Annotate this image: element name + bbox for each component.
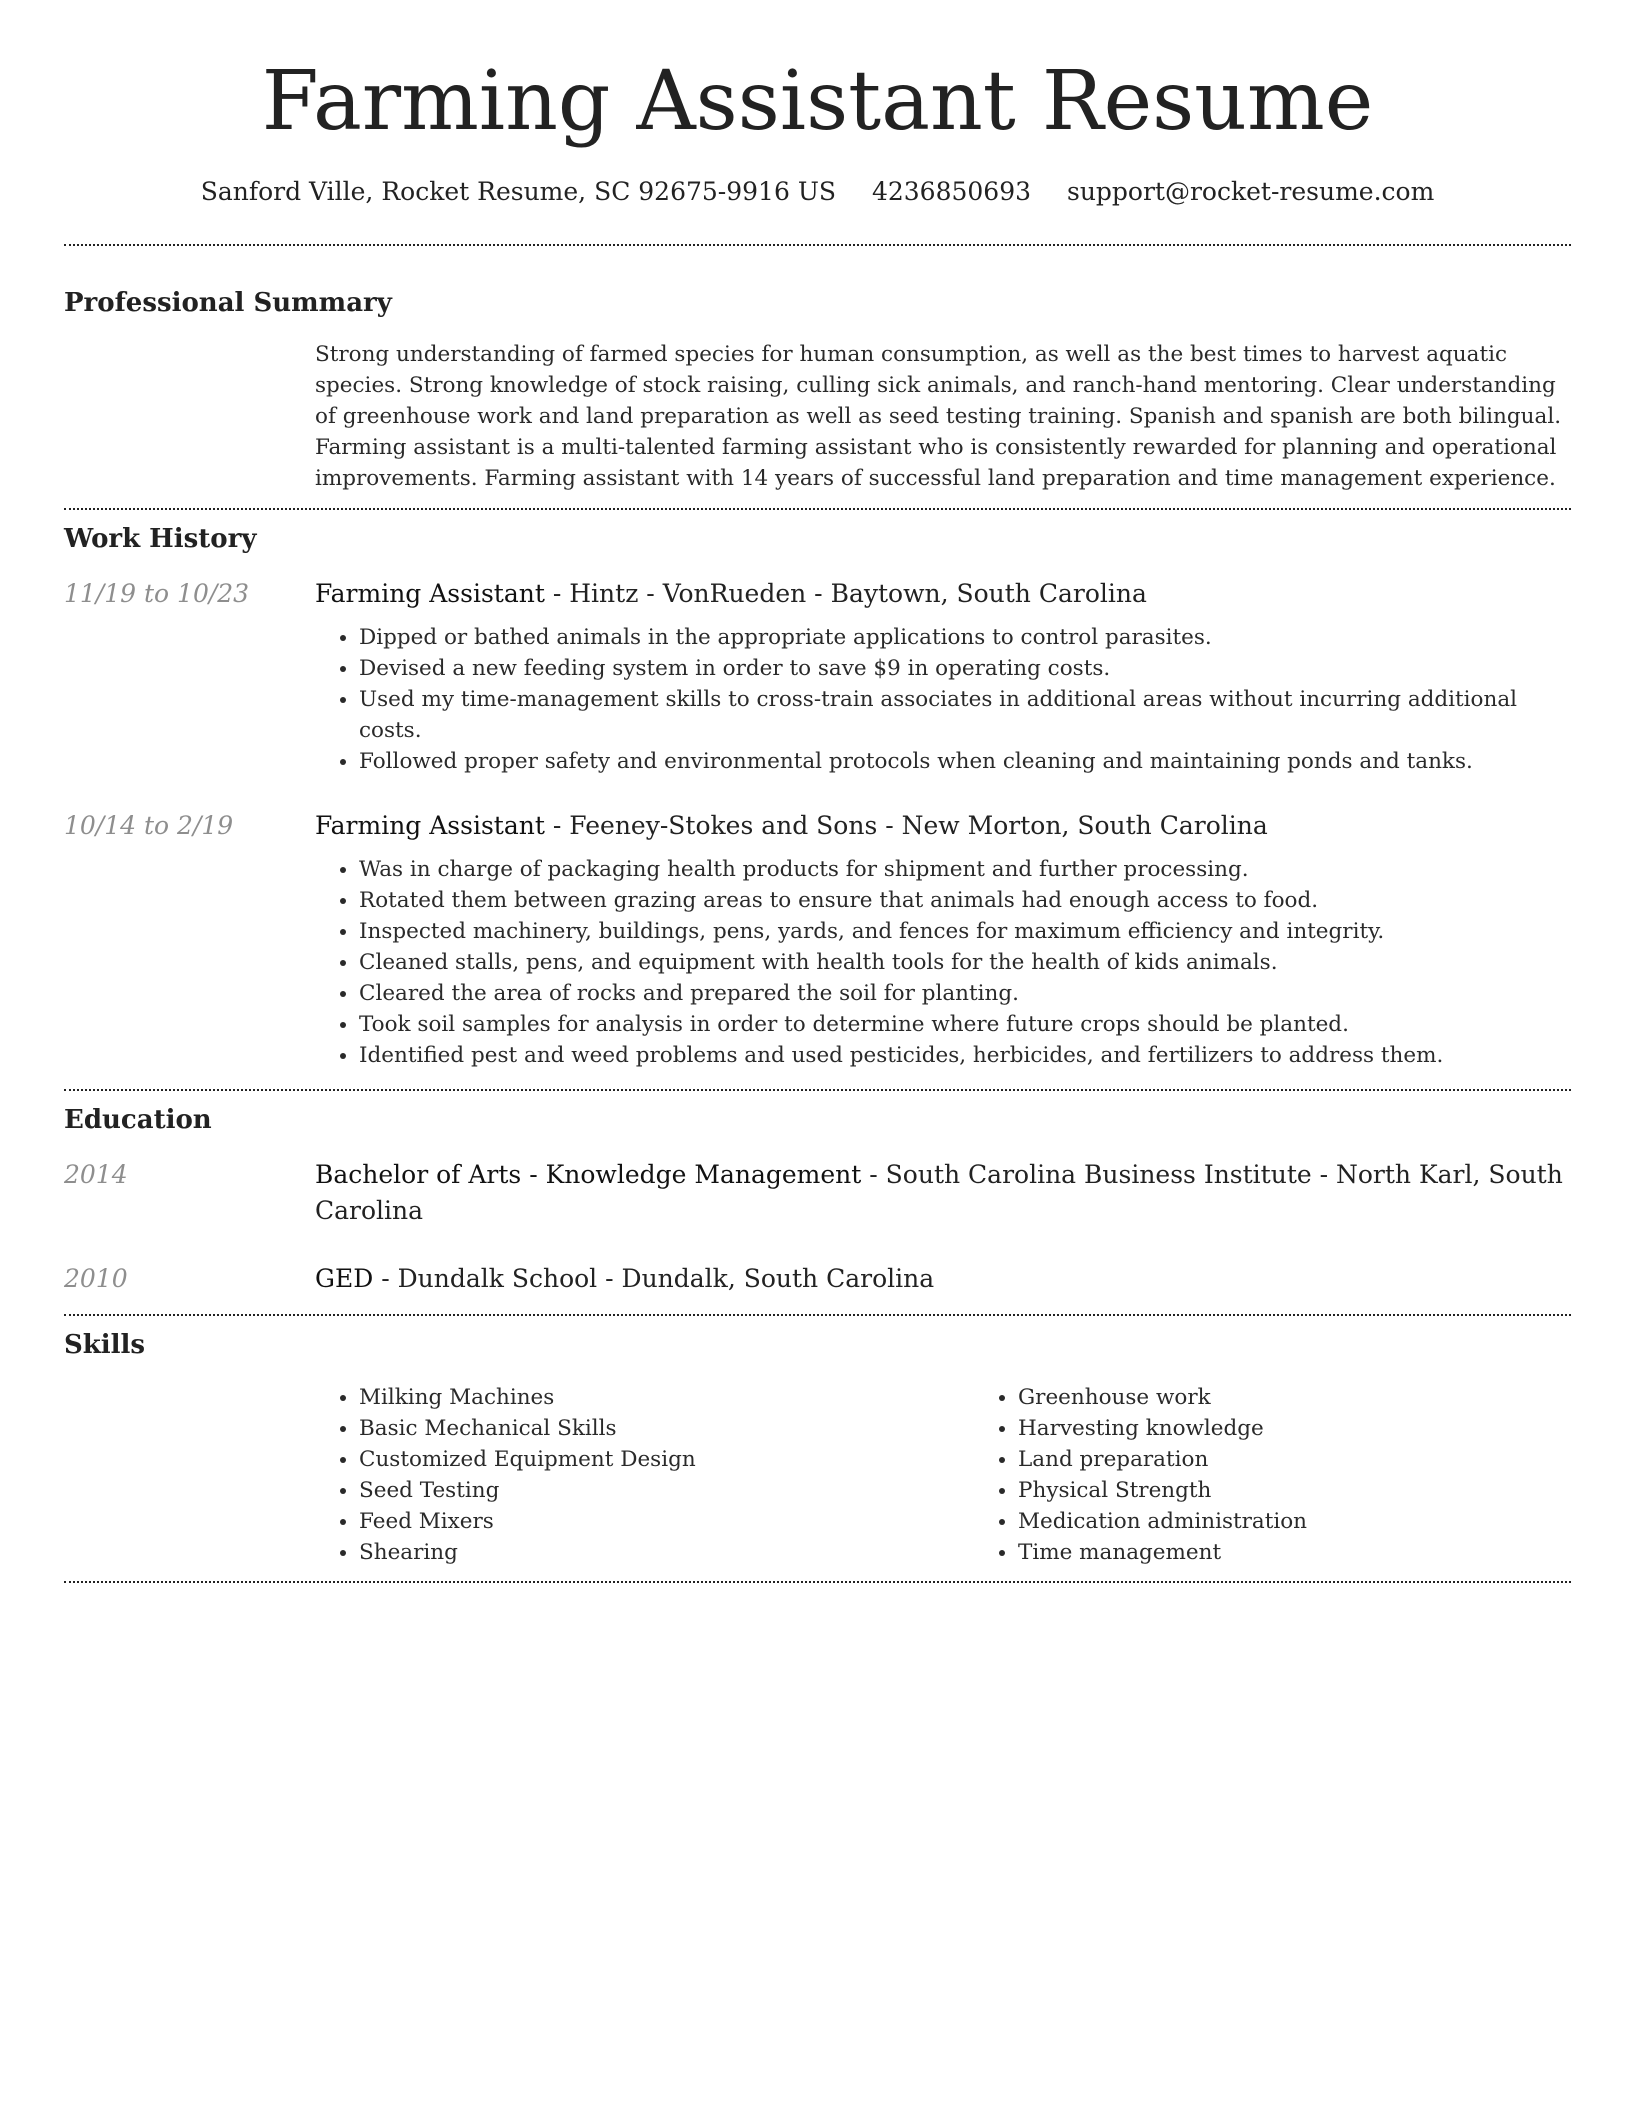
divider (64, 1581, 1571, 1583)
education-heading (315, 1261, 1571, 1297)
job-dates: 10/14 to 2/19 (64, 811, 234, 840)
list-item: • Inspected machinery, buildings, pens, yards, and fences for maximum efficiency and integrity. (359, 916, 1571, 947)
list-item: • Time management (1018, 1537, 1632, 1568)
list-item: • Cleaned stalls, pens, and equipment with health tools for the health of kids animals. (359, 947, 1571, 978)
list-item: • Rotated them between grazing areas to ensure that animals had enough access to food. (359, 885, 1571, 916)
skills-row (64, 1382, 1571, 1568)
job-details: - Hintz - VonRueden - Baytown, South Carolina (544, 579, 1147, 608)
summary-row (64, 339, 1571, 494)
list-item: • Medication administration (1018, 1506, 1632, 1537)
summary-text: Strong understanding of farmed species for human consumption, as well as the best times to harvest aquatic species. Strong knowledge of stock raising, culling sick animals, and ranch-hand mentoring. Clear understanding of greenhouse work and land preparation as well as seed testing training. Spanish and spanish are both bilingual. Farming assistant is a multi-talented farming assistant who is consistently rewarded for planning and operational improvements. Farming assistant with 14 years of successful land preparation and time management experience. (315, 342, 1562, 491)
list-item: • Feed Mixers (359, 1506, 974, 1537)
job-title: Farming Assistant (315, 579, 545, 608)
list-item: • Devised a new feeding system in order to save $9 in operating costs. (359, 653, 1571, 684)
job-bullets (315, 854, 1571, 1071)
skills-list-right (974, 1382, 1632, 1568)
section-heading-skills: Skills (64, 1330, 146, 1360)
education-entry (64, 1157, 1571, 1229)
list-item: • Customized Equipment Design (359, 1444, 974, 1475)
education-entry (64, 1261, 1571, 1297)
list-item: • Used my time-management skills to cross-train associates in additional areas without incurring additional costs. (359, 684, 1571, 746)
list-item: • Seed Testing (359, 1475, 974, 1506)
job-entry (64, 808, 1571, 1071)
list-item: • Land preparation (1018, 1444, 1632, 1475)
list-item: • Physical Strength (1018, 1475, 1632, 1506)
section-heading-summary: Professional Summary (64, 288, 392, 318)
education-degree: GED (315, 1264, 374, 1293)
list-item: • Identified pest and weed problems and used pesticides, herbicides, and fertilizers to address them. (359, 1040, 1571, 1071)
list-item: • Took soil samples for analysis in order to determine where future crops should be planted. (359, 1009, 1571, 1040)
job-heading (315, 576, 1571, 612)
education-year: 2014 (64, 1160, 128, 1189)
job-dates: 11/19 to 10/23 (64, 579, 250, 608)
contact-phone: 4236850693 (871, 177, 1032, 206)
education-details: - South Carolina Business Institute - North Karl, South Carolina (315, 1160, 1563, 1225)
list-item: • Was in charge of packaging health products for shipment and further processing. (359, 854, 1571, 885)
list-item: • Shearing (359, 1537, 974, 1568)
job-title: Farming Assistant (315, 811, 545, 840)
list-item: • Dipped or bathed animals in the appropriate applications to control parasites. (359, 622, 1571, 653)
resume-page (64, 0, 1571, 1583)
contact-address: Sanford Ville, Rocket Resume, SC 92675-9916 US (200, 177, 837, 206)
list-item: • Greenhouse work (1018, 1382, 1632, 1413)
contact-line (64, 174, 1571, 210)
section-heading-education: Education (64, 1105, 212, 1135)
skills-columns (315, 1382, 1632, 1568)
list-item: • Harvesting knowledge (1018, 1413, 1632, 1444)
summary-spacer (64, 339, 315, 494)
contact-email: support@rocket-resume.com (1066, 177, 1435, 206)
education-details: - Dundalk School - Dundalk, South Carolina (373, 1264, 935, 1293)
education-heading (315, 1157, 1571, 1229)
divider (64, 508, 1571, 510)
job-details: - Feeney-Stokes and Sons - New Morton, South Carolina (544, 811, 1268, 840)
list-item: • Basic Mechanical Skills (359, 1413, 974, 1444)
job-entry (64, 576, 1571, 777)
skills-list-left (315, 1382, 974, 1568)
education-degree: Bachelor of Arts - Knowledge Management (315, 1160, 862, 1189)
job-heading (315, 808, 1571, 844)
list-item: • Cleared the area of rocks and prepared the soil for planting. (359, 978, 1571, 1009)
divider (64, 244, 1571, 246)
resume-title: Farming Assistant Resume (261, 54, 1374, 149)
education-year: 2010 (64, 1264, 128, 1293)
skills-spacer (64, 1382, 315, 1568)
list-item: • Followed proper safety and environmental protocols when cleaning and maintaining ponds and tanks. (359, 746, 1571, 777)
divider (64, 1089, 1571, 1091)
list-item: • Milking Machines (359, 1382, 974, 1413)
divider (64, 1314, 1571, 1316)
job-bullets (315, 622, 1571, 777)
section-heading-work: Work History (64, 524, 257, 554)
